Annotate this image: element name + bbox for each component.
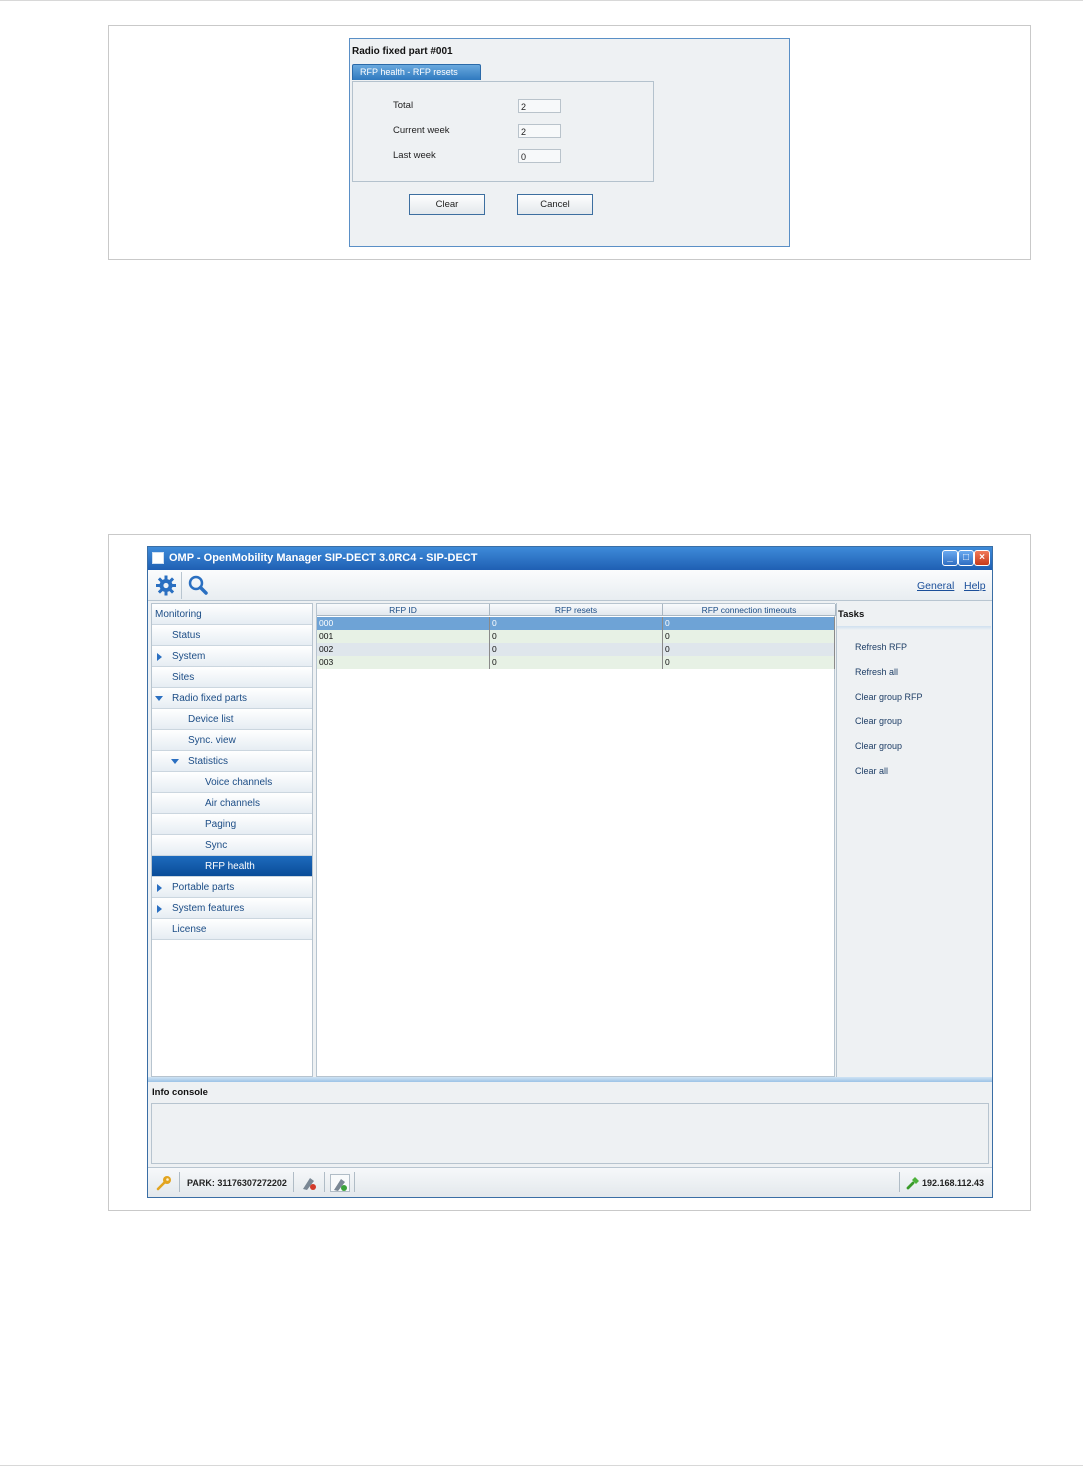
rfp-resets-dialog xyxy=(349,38,790,247)
nav-sync-view[interactable] xyxy=(152,730,312,751)
nav-label: System features xyxy=(172,903,245,914)
cell-connection-timeouts: 0 xyxy=(663,630,835,643)
cell-connection-timeouts: 0 xyxy=(663,656,835,669)
nav-sync[interactable] xyxy=(152,835,312,856)
nav-label: System xyxy=(172,651,206,662)
nav-system[interactable] xyxy=(152,646,312,667)
last-week-field: 0 xyxy=(518,149,561,163)
cell-connection-timeouts: 0 xyxy=(663,617,835,630)
cell-connection-timeouts: 0 xyxy=(663,643,835,656)
nav-label: RFP health xyxy=(205,861,255,872)
table-row[interactable] xyxy=(317,643,834,656)
nav-sites[interactable] xyxy=(152,667,312,688)
close-icon[interactable]: × xyxy=(974,550,990,566)
task-clear-group[interactable]: Clear group xyxy=(855,741,903,751)
navigation-tree xyxy=(151,603,313,1077)
nav-license[interactable] xyxy=(152,919,312,940)
tasks-divider xyxy=(837,626,991,630)
column-header-rfp-resets[interactable]: RFP resets xyxy=(490,604,663,616)
expand-arrow-icon[interactable] xyxy=(157,884,162,892)
key-icon xyxy=(156,1175,172,1193)
tasks-panel xyxy=(836,603,991,1077)
cell-rfp-resets: 0 xyxy=(490,630,663,643)
gear-icon[interactable] xyxy=(152,572,180,599)
nav-portable-parts[interactable] xyxy=(152,877,312,898)
nav-rfp-health[interactable] xyxy=(152,856,312,877)
cell-rfp-resets: 0 xyxy=(490,643,663,656)
task-clear-group-rfp[interactable]: Clear group RFP xyxy=(855,692,923,702)
collapse-arrow-icon[interactable] xyxy=(155,696,163,701)
expand-arrow-icon[interactable] xyxy=(157,653,162,661)
dialog-panel xyxy=(352,81,654,182)
task-refresh-all[interactable]: Refresh all xyxy=(855,667,899,677)
status-bar xyxy=(148,1167,992,1197)
toolbar-separator xyxy=(181,572,182,599)
nav-device-list[interactable] xyxy=(152,709,312,730)
expand-arrow-icon[interactable] xyxy=(157,905,162,913)
dialog-title: Radio fixed part #001 xyxy=(352,46,453,57)
nav-label: Device list xyxy=(188,714,234,725)
total-field: 2 xyxy=(518,99,561,113)
table-row[interactable] xyxy=(317,656,834,669)
nav-statistics[interactable] xyxy=(152,751,312,772)
collapse-arrow-icon[interactable] xyxy=(171,759,179,764)
app-icon xyxy=(152,552,164,564)
park-number: PARK: 31176307272202 xyxy=(187,1178,287,1188)
nav-label: Sync xyxy=(205,840,228,851)
total-label: Total xyxy=(393,100,414,111)
status-separator xyxy=(179,1172,180,1192)
console-splitter[interactable] xyxy=(148,1077,992,1082)
nav-voice-channels[interactable] xyxy=(152,772,312,793)
nav-label: Radio fixed parts xyxy=(172,693,248,704)
nav-label: Status xyxy=(172,630,201,641)
maximize-icon[interactable]: □ xyxy=(958,550,974,566)
nav-status[interactable] xyxy=(152,625,312,646)
user-disconnected-icon[interactable] xyxy=(301,1175,317,1193)
nav-label: Monitoring xyxy=(155,609,202,620)
column-header-rfp-id[interactable]: RFP ID xyxy=(317,604,490,616)
nav-label: Sync. view xyxy=(188,735,236,746)
toolbar xyxy=(148,570,992,601)
cell-rfp-id: 000 xyxy=(317,617,490,630)
cell-rfp-resets: 0 xyxy=(490,617,663,630)
status-separator xyxy=(293,1172,294,1192)
page-top-rule xyxy=(0,0,1083,1)
nav-monitoring[interactable] xyxy=(152,604,312,625)
status-separator xyxy=(354,1172,355,1192)
cell-rfp-id: 001 xyxy=(317,630,490,643)
nav-label: Air channels xyxy=(205,798,261,809)
status-separator xyxy=(899,1172,900,1192)
table-row[interactable] xyxy=(317,617,834,630)
nav-label: Voice channels xyxy=(205,777,273,788)
clear-button[interactable]: Clear xyxy=(409,194,485,215)
current-week-field: 2 xyxy=(518,124,561,138)
task-refresh-rfp[interactable]: Refresh RFP xyxy=(855,642,908,652)
nav-paging[interactable] xyxy=(152,814,312,835)
server-ip: 192.168.112.43 xyxy=(922,1178,985,1188)
cell-rfp-id: 002 xyxy=(317,643,490,656)
connection-plug-icon xyxy=(905,1175,921,1193)
column-header-connection-timeouts[interactable]: RFP connection timeouts xyxy=(663,604,836,616)
last-week-label: Last week xyxy=(393,150,436,161)
cancel-button[interactable]: Cancel xyxy=(517,194,593,215)
tab-rfp-resets[interactable]: RFP health - RFP resets xyxy=(352,64,481,80)
tasks-title: Tasks xyxy=(838,609,865,620)
nav-label: Portable parts xyxy=(172,882,235,893)
nav-label: Paging xyxy=(205,819,237,830)
info-console xyxy=(151,1103,989,1164)
general-link[interactable]: General xyxy=(917,580,955,592)
task-clear-group[interactable]: Clear group xyxy=(855,716,903,726)
search-icon[interactable] xyxy=(184,572,212,599)
nav-label: License xyxy=(172,924,207,935)
minimize-icon[interactable]: _ xyxy=(942,550,958,566)
help-link[interactable]: Help xyxy=(964,580,986,592)
task-clear-all[interactable]: Clear all xyxy=(855,766,889,776)
user-connected-icon[interactable] xyxy=(330,1174,350,1192)
nav-system-features[interactable] xyxy=(152,898,312,919)
nav-label: Statistics xyxy=(188,756,229,767)
omp-window xyxy=(147,546,993,1198)
cell-rfp-id: 003 xyxy=(317,656,490,669)
nav-label: Sites xyxy=(172,672,195,683)
table-row[interactable] xyxy=(317,630,834,643)
window-title: OMP - OpenMobility Manager SIP-DECT 3.0RC4 - SIP-DECT xyxy=(169,552,478,564)
cell-rfp-resets: 0 xyxy=(490,656,663,669)
info-console-title: Info console xyxy=(152,1087,208,1098)
nav-air-channels[interactable] xyxy=(152,793,312,814)
status-separator xyxy=(324,1172,325,1192)
current-week-label: Current week xyxy=(393,125,450,136)
rfp-health-table xyxy=(316,603,835,1077)
page-bottom-rule xyxy=(0,1465,1083,1466)
title-bar xyxy=(148,547,992,570)
nav-radio-fixed-parts[interactable] xyxy=(152,688,312,709)
